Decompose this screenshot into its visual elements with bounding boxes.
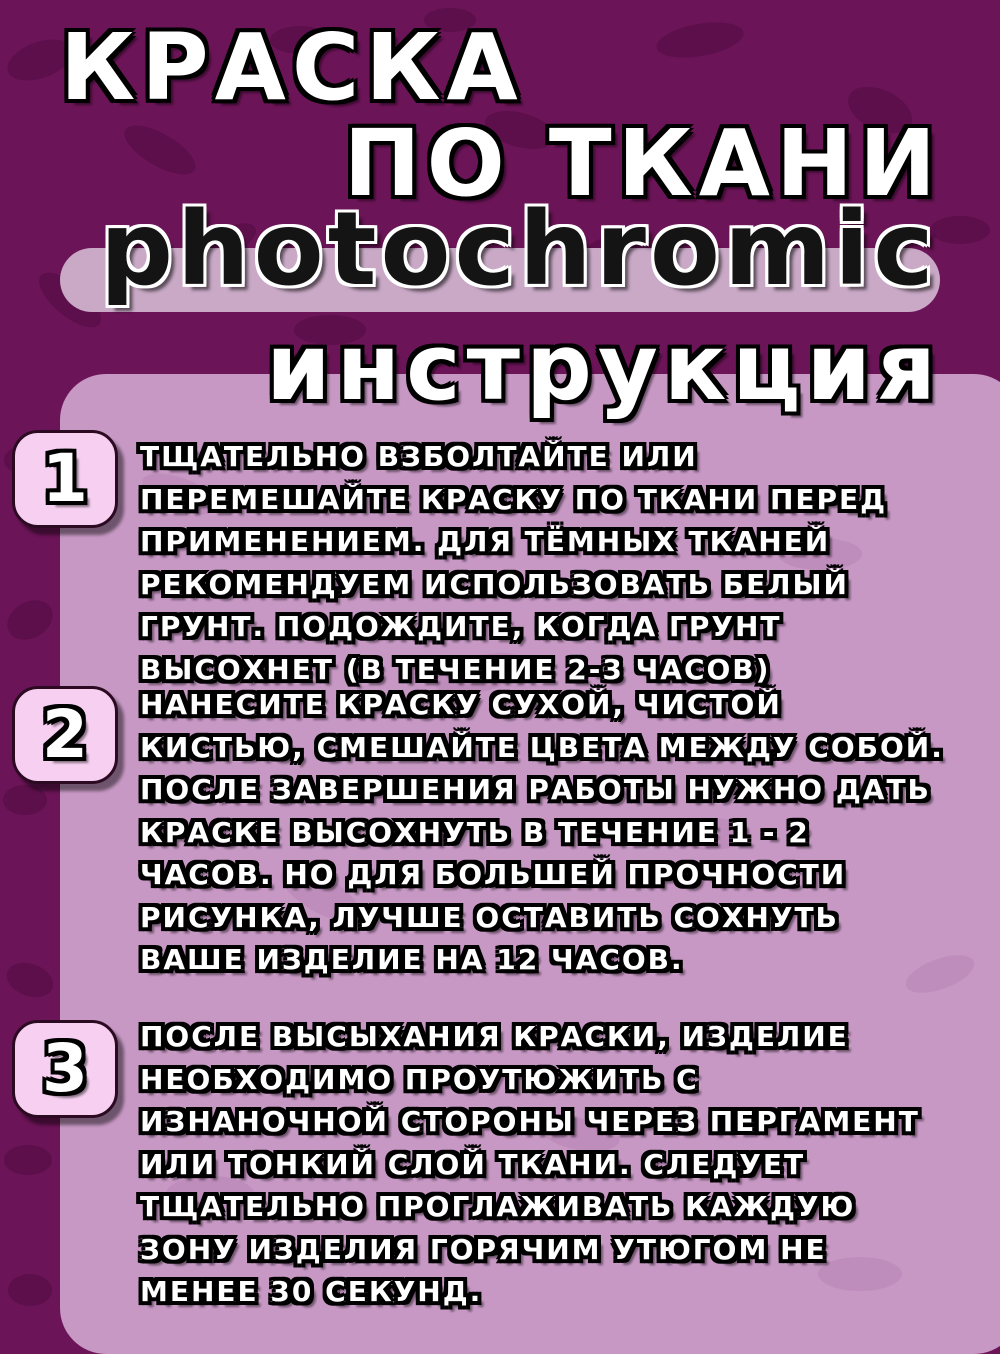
title-line-4: инструкция: [266, 314, 942, 421]
step-2-number: 2: [42, 696, 88, 773]
step-1-text: ТЩАТЕЛЬНО ВЗБОЛТАЙТЕ ИЛИ ПЕРЕМЕШАЙТЕ КРАСКУ ПО ТКАНИ ПЕРЕД ПРИМЕНЕНИЕМ. ДЛЯ ТЁМНЫХ ТКАНЕЙ РЕКОМЕНДУЕМ ИСПОЛЬЗОВАТЬ БЕЛЫЙ ГРУНТ. ПОДОЖДИТЕ, КОГДА ГРУНТ ВЫСОХНЕТ (В ТЕЧЕНИЕ 2-3 ЧАСОВ): [140, 440, 888, 686]
step-1-badge: [12, 430, 118, 528]
step-2-text: НАНЕСИТЕ КРАСКУ СУХОЙ, ЧИСТОЙ КИСТЬЮ, СМЕШАЙТЕ ЦВЕТА МЕЖДУ СОБОЙ. ПОСЛЕ ЗАВЕРШЕНИЯ РАБОТЫ НУЖНО ДАТЬ КРАСКЕ ВЫСОХНУТЬ В ТЕЧЕНИЕ 1 - 2 ЧАСОВ. НО ДЛЯ БОЛЬШЕЙ ПРОЧНОСТИ РИСУНКА, ЛУЧШЕ ОСТАВИТЬ СОХНУТЬ ВАШЕ ИЗДЕЛИЕ НА 12 ЧАСОВ.: [140, 688, 944, 976]
title-line-1: КРАСКА: [60, 14, 524, 121]
title-line-3: photochromic: [100, 190, 938, 309]
step-3-text: ПОСЛЕ ВЫСЫХАНИЯ КРАСКИ, ИЗДЕЛИЕ НЕОБХОДИМО ПРОУТЮЖИТЬ С ИЗНАНОЧНОЙ СТОРОНЫ ЧЕРЕЗ ПЕРГАМЕНТ ИЛИ ТОНКИЙ СЛОЙ ТКАНИ. СЛЕДУЕТ ТЩАТЕЛЬНО ПРОГЛАЖИВАТЬ КАЖДУЮ ЗОНУ ИЗДЕЛИЯ ГОРЯЧИМ УТЮГОМ НЕ МЕНЕЕ 30 СЕКУНД.: [140, 1020, 920, 1308]
step-3-badge: [12, 1020, 118, 1118]
step-3-number: 3: [42, 1030, 88, 1107]
step-2-badge: [12, 686, 118, 784]
step-1-number: 1: [42, 440, 88, 517]
title-line-2: ПО ТКАНИ: [343, 110, 942, 217]
